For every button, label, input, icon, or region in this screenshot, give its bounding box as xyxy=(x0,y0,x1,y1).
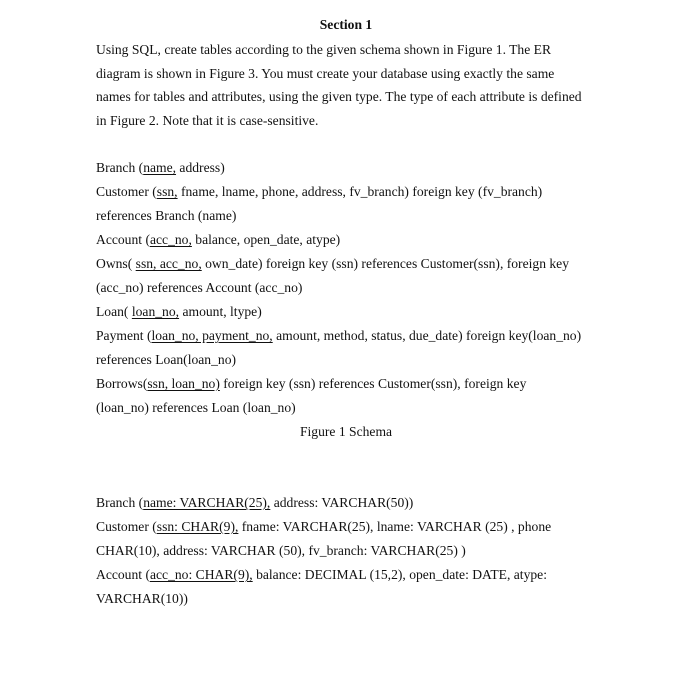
types-customer: Customer (ssn: CHAR(9), fname: VARCHAR(25), lname: VARCHAR (25) , phone xyxy=(96,519,552,534)
schema-branch: Branch (name, address) xyxy=(96,160,225,175)
schema-borrows-cont: (loan_no) references Loan (loan_no) xyxy=(96,400,296,415)
types-account: Account (acc_no: CHAR(9), balance: DECIMAL (15,2), open_date: DATE, atype: xyxy=(96,567,547,582)
intro-line-2: diagram is shown in Figure 3. You must create your database using exactly the same xyxy=(96,66,555,81)
types-customer-key: ssn: CHAR(9), xyxy=(156,519,239,534)
types-customer-cont: CHAR(10), address: VARCHAR (50), fv_branch: VARCHAR(25) ) xyxy=(96,543,466,558)
schema-owns-key: ssn, acc_no, xyxy=(135,256,202,271)
types-branch: Branch (name: VARCHAR(25), address: VARCHAR(50)) xyxy=(96,495,414,510)
schema-account: Account (acc_no, balance, open_date, atype) xyxy=(96,232,341,247)
intro-line-1: Using SQL, create tables according to the given schema shown in Figure 1. The ER xyxy=(96,42,552,57)
types-account-key: acc_no: CHAR(9), xyxy=(149,567,253,582)
schema-owns-cont: (acc_no) references Account (acc_no) xyxy=(96,280,303,295)
schema-customer-cont: references Branch (name) xyxy=(96,208,237,223)
schema-payment-cont: references Loan(loan_no) xyxy=(96,352,237,367)
figure1-caption: Figure 1 Schema xyxy=(299,424,393,439)
intro-line-4: in Figure 2. Note that it is case-sensitive. xyxy=(96,113,319,128)
schema-loan: Loan( loan_no, amount, ltype) xyxy=(96,304,262,319)
schema-owns: Owns( ssn, acc_no, own_date) foreign key (ssn) references Customer(ssn), foreign key xyxy=(96,256,570,271)
schema-payment-key: loan_no, payment_no, xyxy=(151,328,273,343)
intro-line-3: names for tables and attributes, using the given type. The type of each attribute is defined xyxy=(96,89,582,104)
schema-borrows: Borrows(ssn, loan_no) foreign key (ssn) references Customer(ssn), foreign key xyxy=(96,376,527,391)
types-branch-key: name: VARCHAR(25), xyxy=(143,495,271,510)
schema-borrows-key: ssn, loan_no) xyxy=(147,376,220,391)
schema-customer: Customer (ssn, fname, lname, phone, address, fv_branch) foreign key (fv_branch) xyxy=(96,184,543,199)
schema-customer-key: ssn, xyxy=(156,184,178,199)
schema-loan-key: loan_no, xyxy=(131,304,180,319)
types-account-cont: VARCHAR(10)) xyxy=(96,591,188,606)
schema-payment: Payment (loan_no, payment_no, amount, method, status, due_date) foreign key(loan_no) xyxy=(96,328,582,343)
section-title: Section 1 xyxy=(319,17,373,32)
schema-branch-key: name, xyxy=(143,160,177,175)
schema-account-key: acc_no, xyxy=(149,232,192,247)
